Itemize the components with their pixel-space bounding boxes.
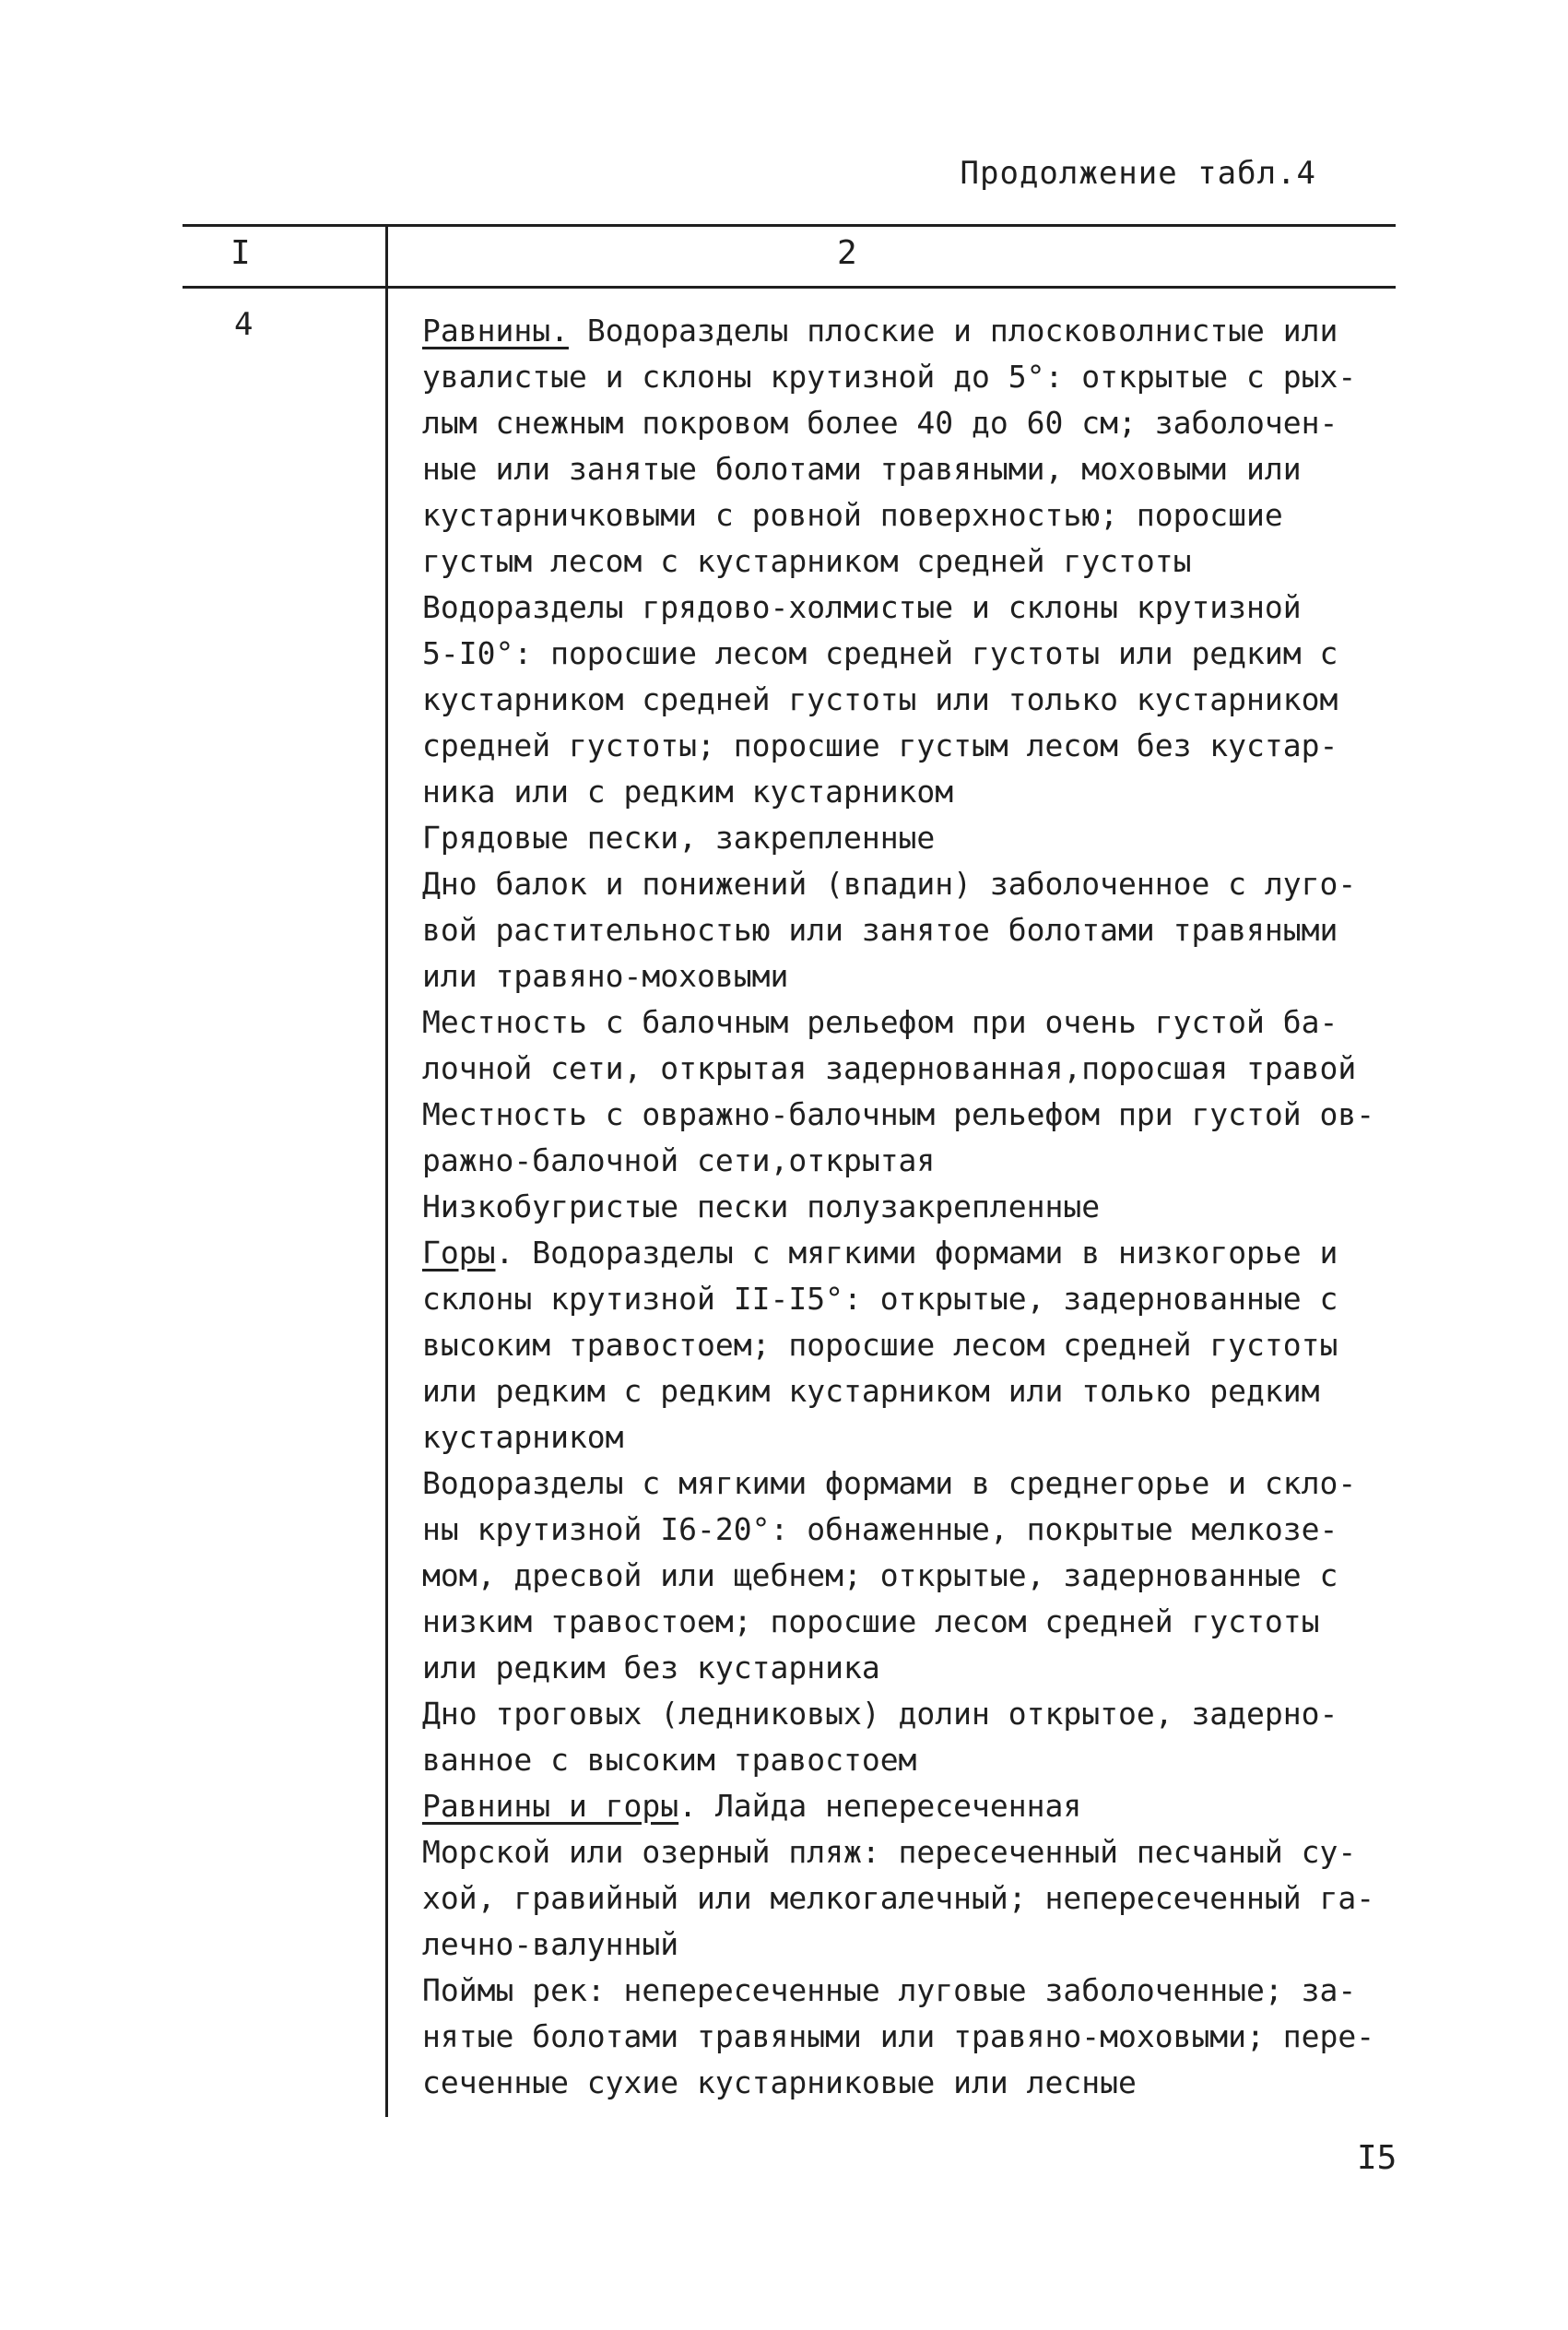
text-segment: ны крутизной I6-20°: обнаженные, покрытые мелкозе-	[422, 1511, 1338, 1547]
text-segment: или редким с редким кустарником или только редким	[422, 1373, 1320, 1409]
text-line	[422, 999, 1418, 1046]
text-segment: Водоразделы грядово-холмистые и склоны крутизной	[422, 589, 1302, 625]
table-top-rule	[183, 224, 1396, 227]
underlined-heading: Равнины и горы	[422, 1788, 679, 1824]
text-segment: лечно-валунный	[422, 1926, 679, 1962]
text-segment: склоны крутизной II-I5°: открытые, задернованные с	[422, 1281, 1338, 1317]
text-segment: увалистые и склоны крутизной до 5°: открытые с рых-	[422, 359, 1357, 395]
text-line	[422, 1230, 1418, 1276]
column-header-1: I	[230, 234, 251, 272]
text-segment: или редким без кустарника	[422, 1650, 880, 1685]
text-line	[422, 1829, 1418, 1875]
text-line	[422, 815, 1418, 861]
text-segment: нятые болотами травяными или травяно-моховыми; пере-	[422, 2018, 1375, 2054]
text-segment: Водоразделы плоские и плосковолнистые или	[568, 313, 1338, 349]
text-segment: . Водоразделы с мягкими формами в низкогорье и	[495, 1235, 1338, 1271]
text-segment: Поймы рек: непересеченные луговые заболоченные; за-	[422, 1972, 1357, 2008]
text-segment: кустарником средней густоты или только кустарником	[422, 681, 1338, 717]
text-segment: ражно-балочной сети,открытая	[422, 1142, 936, 1178]
text-segment: кустарничковыми с ровной поверхностью; поросшие	[422, 497, 1283, 533]
text-line	[422, 308, 1418, 354]
page-number: I5	[1357, 2139, 1397, 2177]
text-line	[422, 1922, 1418, 1968]
text-line	[422, 1092, 1418, 1138]
text-segment: ные или занятые болотами травяными, моховыми или	[422, 451, 1302, 487]
text-line	[422, 1783, 1418, 1829]
text-segment: кустарником	[422, 1419, 624, 1455]
text-line	[422, 1599, 1418, 1645]
text-line	[422, 1968, 1418, 2014]
text-segment: высоким травостоем; поросшие лесом средней густоты	[422, 1327, 1338, 1363]
text-segment: Местность с овражно-балочным рельефом при густой ов-	[422, 1096, 1375, 1132]
table-header-rule	[183, 286, 1396, 289]
table-body-text	[422, 308, 1418, 2106]
text-segment: ника или с редким кустарником	[422, 774, 954, 810]
text-segment: или травяно-моховыми	[422, 958, 789, 994]
text-line	[422, 723, 1418, 769]
text-segment: лочной сети, открытая задернованная,поросшая травой	[422, 1050, 1357, 1086]
text-line	[422, 1138, 1418, 1184]
text-line	[422, 2060, 1418, 2106]
text-line	[422, 538, 1418, 585]
text-line	[422, 1046, 1418, 1092]
text-line	[422, 1368, 1418, 1414]
text-segment: Грядовые пески, закрепленные	[422, 820, 936, 856]
text-line	[422, 446, 1418, 492]
text-segment: средней густоты; поросшие густым лесом без кустар-	[422, 727, 1338, 763]
text-segment: Местность с балочным рельефом при очень густой ба-	[422, 1004, 1338, 1040]
text-line	[422, 1553, 1418, 1599]
text-line	[422, 1414, 1418, 1461]
text-line	[422, 1645, 1418, 1691]
text-segment: мом, дресвой или щебнем; открытые, задернованные с	[422, 1557, 1338, 1593]
text-line	[422, 631, 1418, 677]
text-segment: Дно троговых (ледниковых) долин открытое, задерно-	[422, 1696, 1338, 1732]
text-line	[422, 907, 1418, 953]
text-line	[422, 354, 1418, 400]
text-segment: 5-I0°: поросшие лесом средней густоты или редким с	[422, 635, 1338, 671]
text-line	[422, 1461, 1418, 1507]
text-line	[422, 953, 1418, 999]
text-line	[422, 1276, 1418, 1322]
text-line	[422, 1691, 1418, 1737]
text-segment: низким травостоем; поросшие лесом средней густоты	[422, 1603, 1320, 1639]
text-line	[422, 1184, 1418, 1230]
column-header-2: 2	[837, 234, 857, 272]
text-line	[422, 2014, 1418, 2060]
text-line	[422, 1322, 1418, 1368]
text-segment: ванное с высоким травостоем	[422, 1742, 917, 1778]
text-segment: Морской или озерный пляж: пересеченный песчаный су-	[422, 1834, 1357, 1870]
text-segment: хой, гравийный или мелкогалечный; непересеченный га-	[422, 1880, 1375, 1916]
underlined-heading: Равнины.	[422, 313, 569, 349]
text-segment: . Лайда непересеченная	[678, 1788, 1082, 1824]
text-line	[422, 677, 1418, 723]
text-line	[422, 769, 1418, 815]
text-segment: Дно балок и понижений (впадин) заболоченное с луго-	[422, 866, 1357, 902]
text-segment: лым снежным покровом более 40 до 60 см; заболочен-	[422, 405, 1338, 441]
text-segment: Водоразделы с мягкими формами в среднегорье и скло-	[422, 1465, 1357, 1501]
text-line	[422, 861, 1418, 907]
text-segment: вой растительностью или занятое болотами травяными	[422, 912, 1338, 948]
table-caption: Продолжение табл.4	[960, 155, 1316, 192]
table-column-divider	[385, 224, 388, 2117]
text-segment: Низкобугристые пески полузакрепленные	[422, 1189, 1101, 1224]
row-number: 4	[234, 306, 253, 343]
text-segment: густым лесом с кустарником средней густоты	[422, 543, 1192, 579]
text-line	[422, 585, 1418, 631]
underlined-heading: Горы	[422, 1235, 496, 1271]
text-line	[422, 400, 1418, 446]
text-line	[422, 1875, 1418, 1922]
text-line	[422, 492, 1418, 538]
text-segment: сеченные сухие кустарниковые или лесные	[422, 2064, 1137, 2100]
text-line	[422, 1507, 1418, 1553]
text-line	[422, 1737, 1418, 1783]
